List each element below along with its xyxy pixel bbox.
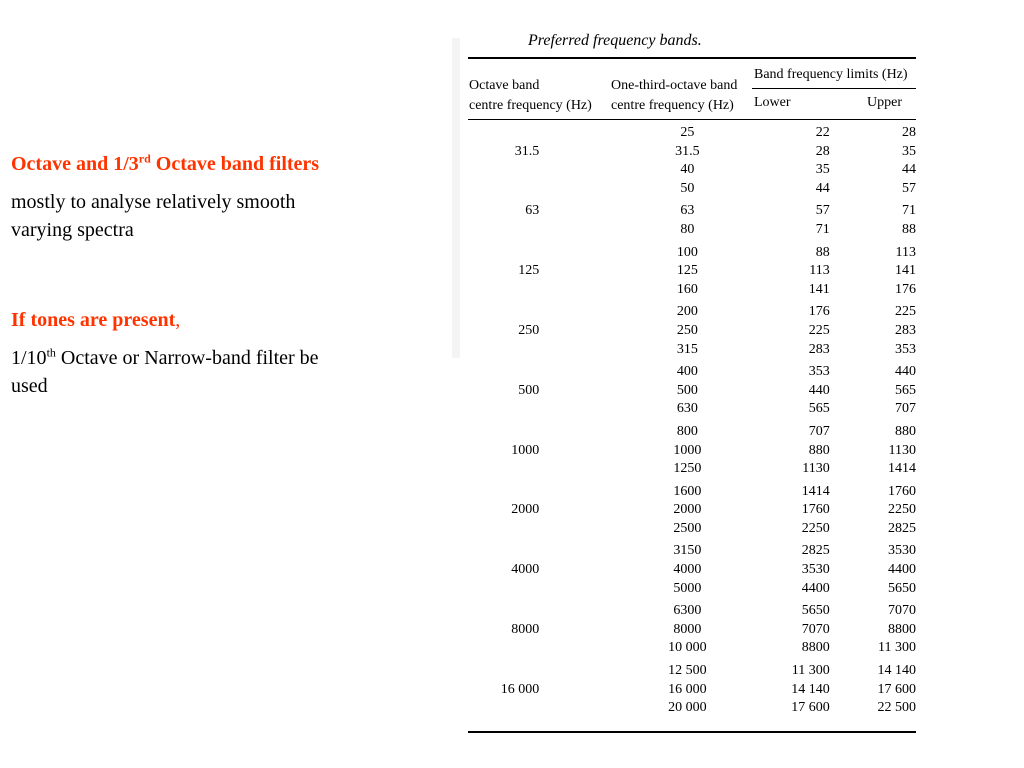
lower-limit-cell: 57	[815, 203, 830, 219]
lower-limit-cell: 2825	[801, 543, 830, 559]
upper-limit-cell: 1414	[888, 461, 916, 477]
lower-limit-cell: 141	[808, 281, 830, 297]
table-row	[468, 363, 916, 382]
upper-limit-cell: 14 140	[877, 663, 916, 679]
lower-limit-cell: 176	[808, 304, 830, 320]
third-octave-column-header	[611, 76, 737, 116]
octave-centre-cell: 500	[518, 382, 540, 398]
lower-limit-cell: 1130	[802, 461, 830, 477]
upper-limit-cell: 113	[895, 244, 916, 260]
table-row	[468, 161, 916, 180]
table-row	[468, 542, 916, 561]
third-octave-centre-cell: 250	[676, 322, 698, 338]
table-row	[468, 124, 916, 143]
para2-text-b: Octave or Narrow-band filter be used	[11, 347, 319, 397]
third-octave-centre-cell: 1000	[673, 442, 702, 458]
header-bottom-rule	[468, 119, 916, 120]
lower-limit-cell: 113	[809, 263, 830, 279]
third-octave-centre-cell: 2000	[673, 502, 702, 518]
lower-limit-cell: 4400	[801, 580, 830, 596]
lower-limit-cell: 11 300	[791, 663, 830, 679]
third-octave-centre-cell: 80	[680, 221, 695, 237]
upper-limit-cell: 565	[895, 382, 916, 398]
octave-centre-cell	[468, 363, 539, 382]
table-row	[468, 423, 916, 442]
table-row	[468, 501, 916, 520]
octave-centre-cell: 31.5	[514, 143, 540, 159]
upper-limit-cell: 3530	[888, 543, 916, 559]
table-row	[468, 341, 916, 360]
third-octave-centre-cell: 1250	[673, 461, 702, 477]
upper-limit-cell: 283	[895, 322, 916, 338]
left-text-panel	[11, 150, 341, 400]
third-octave-centre-cell: 2500	[673, 520, 702, 536]
octave-centre-cell	[468, 341, 539, 360]
lower-limit-cell: 283	[808, 341, 830, 357]
upper-limit-cell: 88	[902, 221, 916, 237]
lower-limit-cell: 440	[808, 382, 830, 398]
octave-centre-cell	[468, 483, 539, 502]
para2-superscript: th	[46, 345, 56, 360]
upper-limit-cell: 35	[902, 143, 916, 159]
lower-limit-cell: 5650	[801, 603, 830, 619]
octave-centre-cell	[468, 460, 539, 479]
lower-limit-cell: 1760	[801, 502, 830, 518]
upper-limit-cell: 71	[902, 203, 916, 219]
octave-centre-cell: 8000	[511, 621, 540, 637]
upper-limit-cell: 1130	[888, 442, 916, 458]
table-row	[468, 681, 916, 700]
table-row	[468, 520, 916, 539]
table-row	[468, 602, 916, 621]
para2-text-a: 1/10	[11, 347, 47, 369]
table-row	[468, 322, 916, 341]
third-octave-centre-cell: 5000	[673, 580, 702, 596]
octave-centre-cell: 2000	[511, 502, 540, 518]
upper-limit-cell: 225	[895, 304, 916, 320]
lower-limit-cell: 17 600	[791, 700, 830, 716]
third-header-line1: One-third-octave band	[611, 78, 738, 93]
octave-centre-cell	[468, 303, 539, 322]
lower-limit-cell: 28	[815, 143, 830, 159]
octave-centre-cell	[468, 180, 539, 199]
upper-limit-cell: 2825	[888, 520, 916, 536]
upper-header: Upper	[867, 95, 902, 110]
third-octave-centre-cell: 125	[676, 263, 698, 279]
octave-centre-cell	[468, 520, 539, 539]
table-row	[468, 460, 916, 479]
third-octave-centre-cell: 63	[680, 203, 695, 219]
table-row	[468, 221, 916, 240]
upper-limit-cell: 5650	[888, 580, 916, 596]
lower-header: Lower	[754, 95, 791, 110]
upper-limit-cell: 141	[895, 263, 916, 279]
upper-limit-cell: 57	[902, 180, 916, 196]
table-row	[468, 202, 916, 221]
third-header-line2: centre frequency (Hz)	[611, 98, 734, 113]
scan-edge	[452, 38, 460, 358]
table-row	[468, 580, 916, 599]
octave-centre-cell	[468, 580, 539, 599]
third-octave-centre-cell: 50	[680, 180, 695, 196]
third-octave-centre-cell: 10 000	[668, 640, 707, 656]
third-octave-centre-cell: 20 000	[668, 700, 707, 716]
lower-limit-cell: 8800	[801, 640, 830, 656]
table-row	[468, 303, 916, 322]
upper-limit-cell: 8800	[888, 621, 916, 637]
lower-limit-cell: 880	[808, 442, 830, 458]
table-row	[468, 621, 916, 640]
octave-centre-cell: 125	[518, 263, 540, 279]
lower-limit-cell: 2250	[801, 520, 830, 536]
third-octave-centre-cell: 800	[676, 423, 698, 439]
octave-centre-cell	[468, 244, 539, 263]
third-octave-centre-cell: 4000	[673, 562, 702, 578]
upper-limit-cell: 44	[902, 162, 916, 178]
header-sub-rule	[752, 88, 916, 89]
octave-centre-cell	[468, 423, 539, 442]
third-octave-centre-cell: 16 000	[668, 681, 707, 697]
smooth-spectra-text: mostly to analyse relatively smooth varying spectra	[11, 191, 296, 241]
upper-limit-cell: 11 300	[878, 640, 916, 656]
table-row	[468, 442, 916, 461]
third-octave-centre-cell: 100	[676, 244, 698, 260]
third-octave-centre-cell: 160	[676, 281, 698, 297]
octave-centre-cell	[468, 662, 539, 681]
third-octave-centre-cell: 31.5	[675, 143, 700, 159]
heading1-text-a: Octave and 1/3	[11, 153, 139, 175]
octave-centre-cell	[468, 221, 539, 240]
octave-filters-heading	[11, 150, 341, 178]
table-row	[468, 561, 916, 580]
octave-centre-cell: 1000	[511, 442, 540, 458]
lower-limit-cell: 22	[815, 125, 830, 140]
table-row	[468, 699, 916, 718]
octave-centre-cell	[468, 400, 539, 419]
octave-centre-cell	[468, 281, 539, 300]
band-limits-header: Band frequency limits (Hz)	[754, 67, 908, 82]
table-row	[468, 244, 916, 263]
table-body	[468, 124, 916, 718]
lower-limit-cell: 44	[815, 180, 830, 196]
upper-limit-cell: 707	[895, 401, 916, 417]
table-title: Preferred frequency bands.	[528, 32, 702, 49]
lower-limit-cell: 3530	[801, 562, 830, 578]
octave-centre-cell: 4000	[511, 562, 540, 578]
heading2-text: If tones are present	[11, 309, 176, 331]
third-octave-centre-cell: 25	[680, 125, 695, 140]
upper-limit-cell: 4400	[888, 562, 916, 578]
third-octave-centre-cell: 6300	[673, 603, 702, 619]
lower-limit-cell: 35	[815, 162, 830, 178]
lower-limit-cell: 707	[808, 423, 830, 439]
octave-centre-cell: 250	[518, 322, 540, 338]
table-row	[468, 483, 916, 502]
lower-limit-cell: 14 140	[791, 681, 830, 697]
lower-limit-cell: 88	[815, 244, 830, 260]
octave-centre-cell	[468, 124, 539, 143]
upper-limit-cell: 2250	[888, 502, 916, 518]
third-octave-centre-cell: 40	[680, 162, 695, 178]
narrow-band-text	[11, 344, 341, 400]
tones-present-heading	[11, 306, 341, 334]
octave-centre-cell	[468, 639, 539, 658]
heading1-text-b: Octave band filters	[150, 153, 320, 175]
octave-header-line2: centre frequency (Hz)	[469, 98, 592, 113]
frequency-bands-table	[452, 28, 922, 740]
third-octave-centre-cell: 315	[676, 341, 698, 357]
upper-limit-cell: 1760	[888, 483, 916, 499]
octave-centre-cell	[468, 161, 539, 180]
upper-limit-cell: 28	[902, 125, 916, 140]
table-row	[468, 382, 916, 401]
upper-limit-cell: 353	[895, 341, 916, 357]
table-row	[468, 662, 916, 681]
third-octave-centre-cell: 500	[676, 382, 698, 398]
third-octave-centre-cell: 630	[676, 401, 698, 417]
third-octave-centre-cell: 3150	[673, 543, 702, 559]
third-octave-centre-cell: 12 500	[668, 663, 707, 679]
table-row	[468, 143, 916, 162]
upper-limit-cell: 7070	[888, 603, 916, 619]
upper-limit-cell: 440	[895, 364, 916, 380]
octave-header-line1: Octave band	[469, 78, 540, 93]
top-rule	[468, 57, 916, 59]
upper-limit-cell: 17 600	[877, 681, 916, 697]
upper-limit-cell: 22 500	[877, 700, 916, 716]
heading1-superscript: rd	[138, 151, 151, 166]
lower-limit-cell: 353	[808, 364, 830, 380]
table-row	[468, 262, 916, 281]
table-row	[468, 400, 916, 419]
octave-centre-cell: 16 000	[500, 681, 540, 697]
octave-centre-cell	[468, 699, 539, 718]
upper-limit-cell: 176	[895, 281, 916, 297]
table-row	[468, 281, 916, 300]
lower-limit-cell: 71	[815, 221, 830, 237]
table-row	[468, 180, 916, 199]
octave-centre-cell	[468, 542, 539, 561]
octave-column-header	[469, 76, 592, 116]
third-octave-centre-cell: 400	[676, 364, 698, 380]
heading2-comma: ,	[175, 309, 181, 331]
octave-centre-cell	[468, 602, 539, 621]
lower-limit-cell: 7070	[801, 621, 830, 637]
lower-limit-cell: 565	[808, 401, 830, 417]
lower-limit-cell: 225	[808, 322, 830, 338]
table-row	[468, 639, 916, 658]
third-octave-centre-cell: 200	[676, 304, 698, 320]
third-octave-centre-cell: 8000	[673, 621, 702, 637]
octave-centre-cell: 63	[525, 203, 540, 219]
third-octave-centre-cell: 1600	[673, 483, 702, 499]
lower-limit-cell: 1414	[801, 483, 830, 499]
upper-limit-cell: 880	[895, 423, 916, 439]
bottom-rule	[468, 731, 916, 733]
